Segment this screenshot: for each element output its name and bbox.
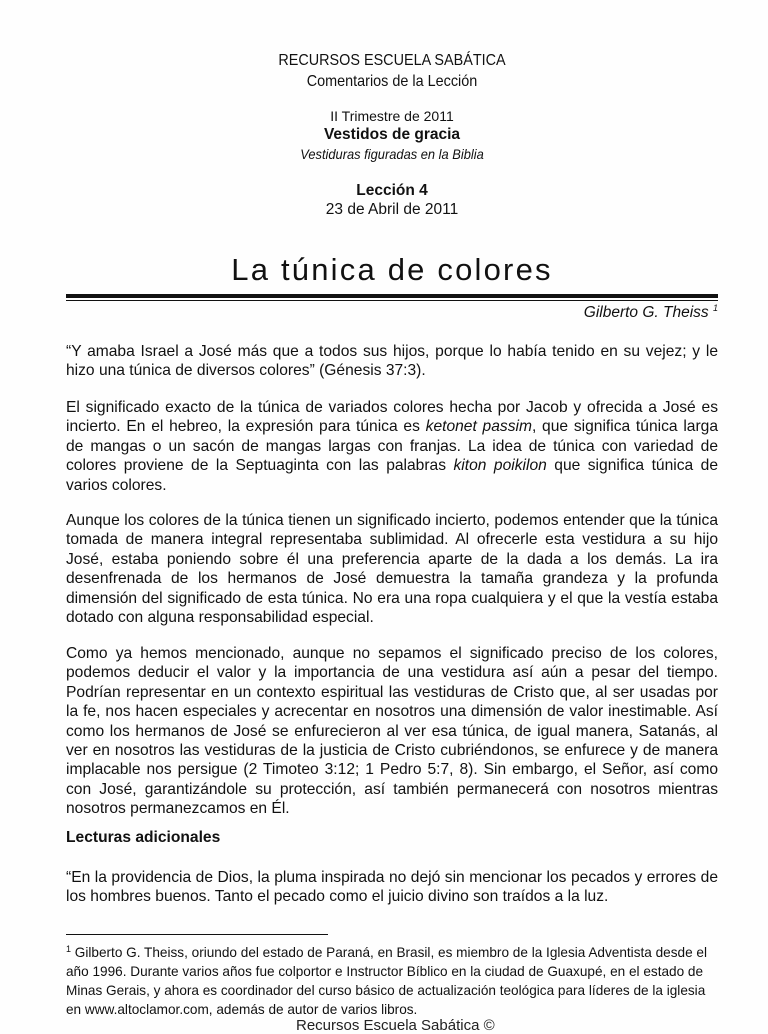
series-subtitle: Vestiduras figuradas en la Biblia xyxy=(300,146,484,162)
author-line xyxy=(584,303,718,322)
series-title: Vestidos de gracia xyxy=(323,126,461,143)
author-footnote-mark: 1 xyxy=(712,303,718,313)
section-heading: Lecturas adicionales xyxy=(66,829,221,846)
author-name: Gilberto G. Theiss xyxy=(583,304,709,321)
publication-subtitle: Comentarios de la Lección xyxy=(306,73,478,90)
title-rule-thin xyxy=(66,300,718,301)
lesson-date: 23 de Abril de 2011 xyxy=(325,201,459,218)
paragraph-christ-garments: Como ya hemos mencionado, aunque no sepamos el significado preciso de los colores, podemos deducir el valor y la importancia de una vestidura así aún a pesar del tiempo. Podrían representar en un contexto espiritual las vestiduras de Cristo que, al ser usadas por la fe, nos hacen especiales y acrecentar en nosotros una dimensión de valor inestimable. Así como los hermanos de José se enfurecieron al ver esa túnica, de igual manera, Satanás, al ver en nosotros las vestiduras de la justicia de Cristo cubriéndonos, se enfurece y de manera implacable nos persigue (2 Timoteo 3:12; 1 Pedro 5:7, 8). Sin embargo, el Señor, así como con José, garantizándole su protección, así también permanecerá con nosotros mientras nosotros permanezcamos en Él. xyxy=(66,645,718,818)
paragraph-additional-readings: “En la providencia de Dios, la pluma inspirada no dejó sin mencionar los pecados y errores de los hombres buenos. Tanto el pecado como el juicio divino son traídos a la luz. xyxy=(66,869,718,906)
paragraph-meaning xyxy=(66,398,718,495)
trimester: II Trimestre de 2011 xyxy=(330,108,454,124)
document-page xyxy=(66,0,719,1034)
publication-name: RECURSOS ESCUELA SABÁTICA xyxy=(278,52,506,69)
footnote-text: Gilberto G. Theiss, oriundo del estado de Paraná, en Brasil, es miembro de la Iglesia Adventista desde el año 1996. Durante varios años fue colportor e Instructor Bíblico en la ciudad de Guaxupé, en el estado de Minas Gerais, y ahora es coordinador del curso básico de actualización teológica para líderes de la iglesia en www.altoclamor.com, además de autor de varios libros. xyxy=(66,945,708,1017)
footnote-mark: 1 xyxy=(66,944,72,954)
p2-text-a: El significado exacto de la túnica de variados colores hecha por Jacob y ofrecida a José es incierto. En el hebreo, la expresión para túnica es xyxy=(66,399,718,436)
hebrew-term: ketonet passim xyxy=(425,418,532,436)
greek-term: kiton poikilon xyxy=(453,457,547,475)
p2-text-b: , que significa túnica larga de mangas o un sacón de mangas largas con franjas. La idea de túnica con variedad de colores proviene de la Septuaginta con las palabras xyxy=(66,418,718,475)
footnote xyxy=(66,940,718,1019)
p2-text-c: que significa túnica de varios colores. xyxy=(66,457,719,494)
paragraph-sublimity: Aunque los colores de la túnica tienen un significado incierto, podemos entender que la túnica tomada de manera integral representaba sublimidad. Al ofrecerle esta vestidura a su hijo José, estaba poniendo sobre él una preferencia aparte de la dada a los demás. La ira desenfrenada de los hermanos de José demuestra la tamaña grandeza y la profunda dimensión del significado de esta túnica. No era una ropa cualquiera y el que la vestía estaba dotado con alguna responsabilidad especial. xyxy=(66,512,718,627)
title-rule-thick xyxy=(66,294,718,298)
footnote-rule xyxy=(66,934,328,935)
article-title: La túnica de colores xyxy=(231,252,553,287)
page-footer: Recursos Escuela Sabática © xyxy=(296,1017,495,1034)
paragraph-quote: “Y amaba Israel a José más que a todos sus hijos, porque lo había tenido en su vejez; y le hizo una túnica de diversos colores” (Génesis 37:3). xyxy=(66,343,718,380)
lesson-number: Lección 4 xyxy=(356,182,428,199)
